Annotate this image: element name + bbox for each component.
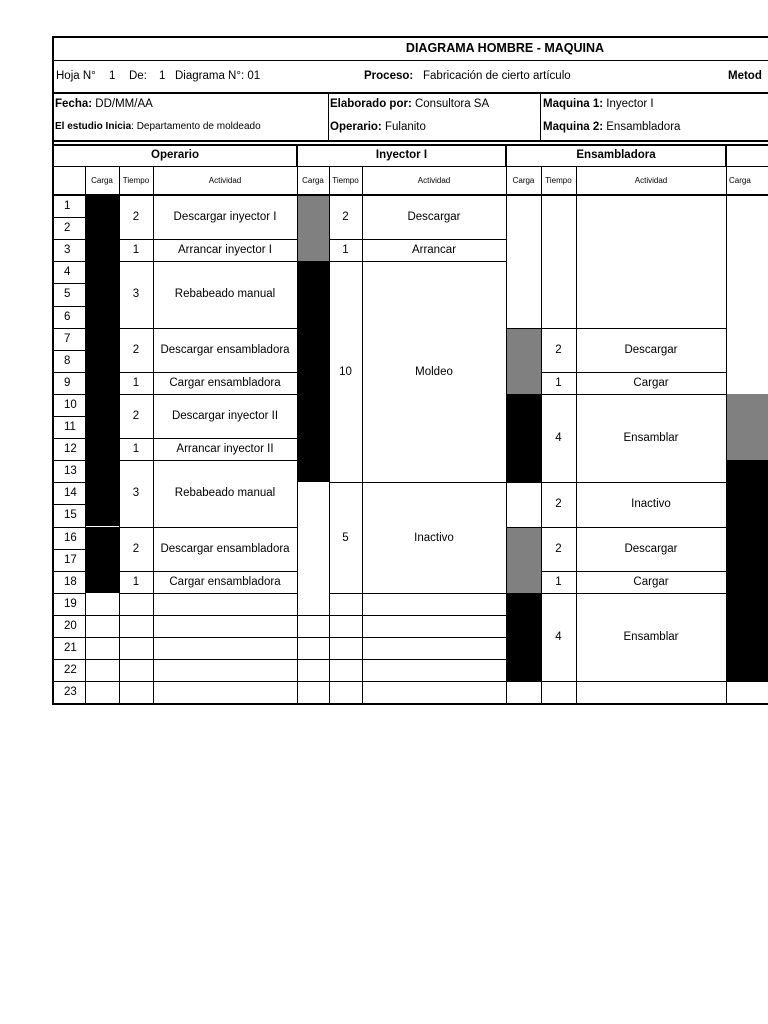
grid-line	[541, 703, 576, 704]
inyector-tiempo: 10	[339, 365, 352, 378]
column-divider	[576, 166, 577, 703]
operario-tiempo: 2	[132, 409, 140, 422]
inyector-actividad: Arrancar	[411, 244, 457, 257]
row-number: 7	[64, 332, 71, 345]
grid-line	[576, 482, 726, 483]
ensambladora-tiempo	[541, 195, 576, 328]
grid-line	[328, 92, 329, 140]
grid-line	[119, 681, 153, 682]
operario-tiempo: 1	[132, 575, 140, 588]
grid-line	[329, 659, 362, 660]
inyector-tiempo: 2	[342, 211, 349, 224]
grid-line	[506, 681, 541, 682]
row-number: 12	[64, 443, 77, 456]
operario-actividad: Arrancar inyector II	[176, 443, 274, 456]
ensambladora-tiempo: 4	[555, 432, 562, 445]
operario-carga-block	[85, 372, 119, 394]
grid-line	[362, 261, 506, 262]
grid-line	[53, 571, 85, 572]
ensambladora-actividad	[576, 195, 726, 328]
operario-field	[330, 116, 426, 138]
operario-actividad: Descargar inyector I	[173, 211, 277, 224]
extra-carga-block	[726, 460, 768, 681]
proceso-value: Fabricación de cierto artículo	[423, 70, 571, 82]
grid-line	[153, 527, 297, 528]
row-number: 19	[64, 597, 77, 610]
grid-line	[297, 615, 329, 616]
grid-line	[53, 703, 85, 704]
hoja-label: Hoja N°	[56, 70, 96, 82]
ensambladora-carga-block	[506, 593, 541, 681]
grid-line	[85, 703, 119, 704]
operario-actividad: Arrancar inyector I	[178, 244, 272, 257]
section-operario: Operario	[151, 149, 199, 161]
row-number: 2	[64, 222, 71, 235]
grid-line	[541, 593, 576, 594]
maquina2-value: Ensambladora	[606, 121, 681, 133]
grid-line	[53, 637, 85, 638]
grid-line	[53, 144, 768, 146]
metodo-label: Metod	[728, 70, 762, 82]
de-label: De:	[129, 70, 147, 82]
grid-line	[53, 460, 85, 461]
column-divider	[541, 166, 542, 703]
inyector-carga-block	[297, 261, 329, 482]
operario-carga-block	[85, 394, 119, 438]
header-carga: Carga	[512, 175, 535, 185]
grid-line	[153, 681, 297, 682]
operario-carga-block	[85, 460, 119, 526]
grid-line	[153, 261, 297, 262]
inyector-carga-block	[297, 195, 329, 239]
inyector-carga-block	[297, 239, 329, 261]
header-carga: Carga	[729, 175, 751, 185]
grid-line	[119, 328, 153, 329]
operario-actividad: Descargar inyector II	[171, 409, 279, 422]
hoja-value: 1	[109, 70, 116, 82]
ensambladora-tiempo: 2	[555, 498, 562, 511]
grid-line	[53, 549, 85, 550]
grid-line	[506, 593, 541, 594]
grid-line	[726, 703, 768, 704]
grid-line	[506, 394, 541, 395]
grid-line	[541, 527, 576, 528]
row-number: 8	[64, 354, 71, 367]
row-number: 5	[64, 288, 71, 301]
grid-line	[329, 239, 362, 240]
grid-line	[85, 637, 119, 638]
row-number: 21	[64, 642, 77, 655]
ensambladora-actividad: Cargar	[633, 376, 669, 389]
row-number: 3	[64, 244, 71, 257]
operario-actividad: Descargar ensambladora	[160, 542, 290, 555]
row-number: 22	[64, 664, 77, 677]
grid-line	[153, 637, 297, 638]
grid-line	[362, 593, 506, 594]
operario-actividad: Rebabeado manual	[174, 487, 276, 500]
grid-line	[53, 504, 85, 505]
operario-carga-block	[85, 328, 119, 372]
grid-line	[329, 593, 362, 594]
grid-line	[85, 615, 119, 616]
column-divider	[119, 166, 120, 703]
row-number: 10	[64, 398, 77, 411]
operario-actividad: Cargar ensambladora	[169, 575, 281, 588]
inyector-actividad: Inactivo	[414, 531, 454, 544]
grid-line	[119, 438, 153, 439]
grid-line	[119, 615, 153, 616]
grid-line	[119, 593, 153, 594]
grid-line	[53, 217, 85, 218]
column-divider	[726, 166, 727, 703]
grid-line	[119, 527, 153, 528]
ensambladora-actividad: Inactivo	[631, 498, 671, 511]
header-actividad: Actividad	[208, 175, 242, 185]
grid-line	[541, 394, 576, 395]
inyector-tiempo: 5	[342, 531, 349, 544]
border-left	[52, 36, 54, 140]
grid-line	[53, 593, 85, 594]
fecha-field	[55, 93, 153, 114]
operario-actividad: Cargar ensambladora	[169, 376, 281, 389]
grid-line	[119, 659, 153, 660]
grid-line	[53, 140, 768, 142]
header-tiempo: Tiempo	[122, 175, 150, 185]
grid-line	[53, 283, 85, 284]
grid-line	[362, 239, 506, 240]
elaborado-value: Consultora SA	[414, 97, 490, 110]
operario-carga-block	[85, 571, 119, 593]
operario-tiempo: 2	[132, 542, 140, 555]
header-actividad: Actividad	[634, 175, 668, 185]
ensambladora-actividad: Descargar	[624, 542, 678, 555]
grid-line	[541, 328, 576, 329]
row-number: 18	[64, 575, 77, 588]
elaborado-label: Elaborado por:	[330, 97, 412, 110]
grid-line	[329, 615, 362, 616]
ensambladora-carga-block	[506, 394, 541, 482]
grid-line	[362, 703, 506, 704]
grid-line	[329, 261, 362, 262]
column-divider	[85, 166, 86, 703]
grid-line	[119, 703, 153, 704]
grid-line	[153, 460, 297, 461]
operario-carga-block	[85, 438, 119, 460]
grid-line	[576, 372, 726, 373]
operario-carga-block	[85, 239, 119, 261]
maquina2-label: Maquina 2:	[543, 121, 604, 133]
estudio-value: : Departamento de moldeado	[131, 121, 261, 132]
row-number: 4	[64, 266, 71, 279]
grid-line	[362, 637, 506, 638]
ensambladora-tiempo: 1	[555, 575, 562, 588]
grid-line	[576, 593, 726, 594]
grid-line	[506, 703, 541, 704]
grid-line	[506, 482, 541, 483]
grid-line	[329, 703, 362, 704]
grid-line	[53, 261, 85, 262]
grid-line	[53, 92, 768, 94]
border-left	[52, 140, 54, 705]
grid-line	[576, 681, 726, 682]
grid-line	[153, 659, 297, 660]
column-divider	[506, 166, 507, 703]
grid-line	[53, 659, 85, 660]
row-number: 14	[64, 487, 77, 500]
row-number: 11	[64, 421, 76, 434]
grid-line	[53, 328, 85, 329]
ensambladora-actividad: Ensamblar	[623, 432, 679, 445]
grid-line	[153, 438, 297, 439]
grid-line	[119, 261, 153, 262]
operario-tiempo: 2	[132, 343, 140, 356]
grid-line	[153, 571, 297, 572]
grid-line	[85, 681, 119, 682]
grid-line	[576, 571, 726, 572]
maquina1-label: Maquina 1:	[543, 97, 604, 110]
section-divider	[725, 144, 727, 166]
grid-line	[53, 681, 85, 682]
grid-line	[297, 659, 329, 660]
de-value: 1	[159, 70, 166, 82]
header-carga: Carga	[302, 175, 324, 185]
operario-value: Fulanito	[384, 121, 426, 133]
grid-line	[297, 703, 329, 704]
section-inyector: Inyector I	[375, 149, 428, 161]
operario-label: Operario:	[330, 121, 382, 133]
grid-line	[506, 328, 541, 329]
column-divider	[362, 166, 363, 703]
grid-line	[53, 194, 768, 196]
grid-line	[53, 527, 85, 528]
grid-line	[506, 527, 541, 528]
row-number: 9	[64, 376, 71, 389]
elaborado-field	[330, 93, 489, 114]
ensambladora-carga-block	[506, 328, 541, 372]
grid-line	[53, 239, 85, 240]
ensambladora-carga-block	[506, 372, 541, 394]
operario-carga-block	[85, 261, 119, 327]
fecha-value: DD/MM/AA	[95, 97, 153, 110]
grid-line	[53, 615, 85, 616]
grid-line	[362, 659, 506, 660]
column-divider	[153, 166, 154, 703]
grid-line	[329, 681, 362, 682]
grid-line	[362, 681, 506, 682]
grid-line	[119, 372, 153, 373]
grid-line	[53, 438, 85, 439]
operario-carga-block	[85, 195, 119, 239]
section-ensambladora: Ensambladora	[576, 149, 656, 161]
operario-carga-block	[85, 527, 119, 571]
grid-line	[53, 482, 85, 483]
border-top	[53, 36, 768, 38]
inyector-actividad: Descargar	[407, 211, 461, 224]
row-number: 23	[64, 686, 77, 699]
grid-line	[541, 571, 576, 572]
grid-line	[153, 703, 297, 704]
row-number: 6	[64, 310, 71, 323]
grid-line	[53, 350, 85, 351]
row-number: 1	[64, 200, 71, 213]
ensambladora-carga-block	[506, 571, 541, 593]
maquina2-field	[543, 116, 680, 138]
ensambladora-actividad: Cargar	[633, 575, 669, 588]
grid-line	[53, 60, 768, 61]
grid-line	[297, 681, 329, 682]
maquina1-field	[543, 93, 654, 114]
grid-line	[153, 593, 297, 594]
grid-line	[85, 659, 119, 660]
ensambladora-carga-block	[506, 527, 541, 571]
grid-line	[153, 328, 297, 329]
row-number: 13	[64, 465, 77, 478]
grid-line	[329, 482, 362, 483]
inyector-actividad: Moldeo	[415, 365, 453, 378]
grid-line	[153, 394, 297, 395]
grid-line	[53, 166, 768, 167]
grid-line	[541, 482, 576, 483]
row-number: 17	[64, 553, 77, 566]
grid-line	[576, 328, 726, 329]
proceso-label: Proceso:	[364, 70, 414, 82]
grid-line	[540, 92, 541, 140]
ensambladora-tiempo: 2	[555, 343, 562, 356]
grid-line	[53, 306, 85, 307]
operario-tiempo: 1	[132, 244, 140, 257]
diagram-title: DIAGRAMA HOMBRE - MAQUINA	[405, 41, 605, 55]
grid-line	[576, 703, 726, 704]
header-actividad: Actividad	[417, 175, 451, 185]
ensambladora-tiempo: 4	[555, 630, 562, 643]
grid-line	[119, 637, 153, 638]
grid-line	[362, 615, 506, 616]
grid-line	[119, 239, 153, 240]
extra-carga-block	[726, 394, 768, 460]
header-tiempo: Tiempo	[545, 175, 572, 185]
ensambladora-actividad: Descargar	[624, 343, 678, 356]
grid-line	[541, 681, 576, 682]
estudio-field	[55, 116, 261, 138]
grid-line	[576, 394, 726, 395]
header-carga: Carga	[91, 175, 113, 185]
operario-actividad: Rebabeado manual	[174, 288, 276, 301]
inyector-tiempo: 1	[342, 244, 349, 257]
estudio-label: El estudio Inicia	[55, 121, 132, 132]
grid-line	[576, 527, 726, 528]
operario-tiempo: 3	[132, 288, 140, 301]
row-number: 20	[64, 619, 77, 632]
header-tiempo: Tiempo	[332, 175, 359, 185]
grid-line	[153, 239, 297, 240]
row-number: 16	[64, 531, 77, 544]
grid-line	[119, 460, 153, 461]
operario-tiempo: 1	[132, 443, 140, 456]
grid-line	[53, 394, 85, 395]
grid-line	[119, 571, 153, 572]
maquina1-value: Inyector I	[606, 97, 654, 110]
grid-line	[541, 372, 576, 373]
section-divider	[505, 144, 507, 166]
ensambladora-tiempo: 1	[555, 376, 562, 389]
ensambladora-actividad: Ensamblar	[623, 630, 679, 643]
operario-actividad: Descargar ensambladora	[160, 343, 290, 356]
operario-tiempo: 2	[132, 211, 140, 224]
row-number: 15	[64, 509, 77, 522]
grid-line	[53, 416, 85, 417]
grid-line	[726, 681, 768, 682]
grid-line	[153, 615, 297, 616]
grid-line	[53, 372, 85, 373]
grid-line	[362, 482, 506, 483]
ensambladora-tiempo: 2	[555, 542, 562, 555]
diagrama-number: Diagrama N°: 01	[175, 70, 261, 82]
column-divider	[297, 166, 298, 703]
operario-tiempo: 3	[132, 487, 140, 500]
section-divider	[296, 144, 298, 166]
grid-line	[153, 372, 297, 373]
operario-tiempo: 1	[132, 376, 140, 389]
fecha-label: Fecha:	[55, 97, 93, 110]
grid-line	[329, 637, 362, 638]
grid-line	[119, 394, 153, 395]
column-divider	[329, 166, 330, 703]
grid-line	[297, 637, 329, 638]
